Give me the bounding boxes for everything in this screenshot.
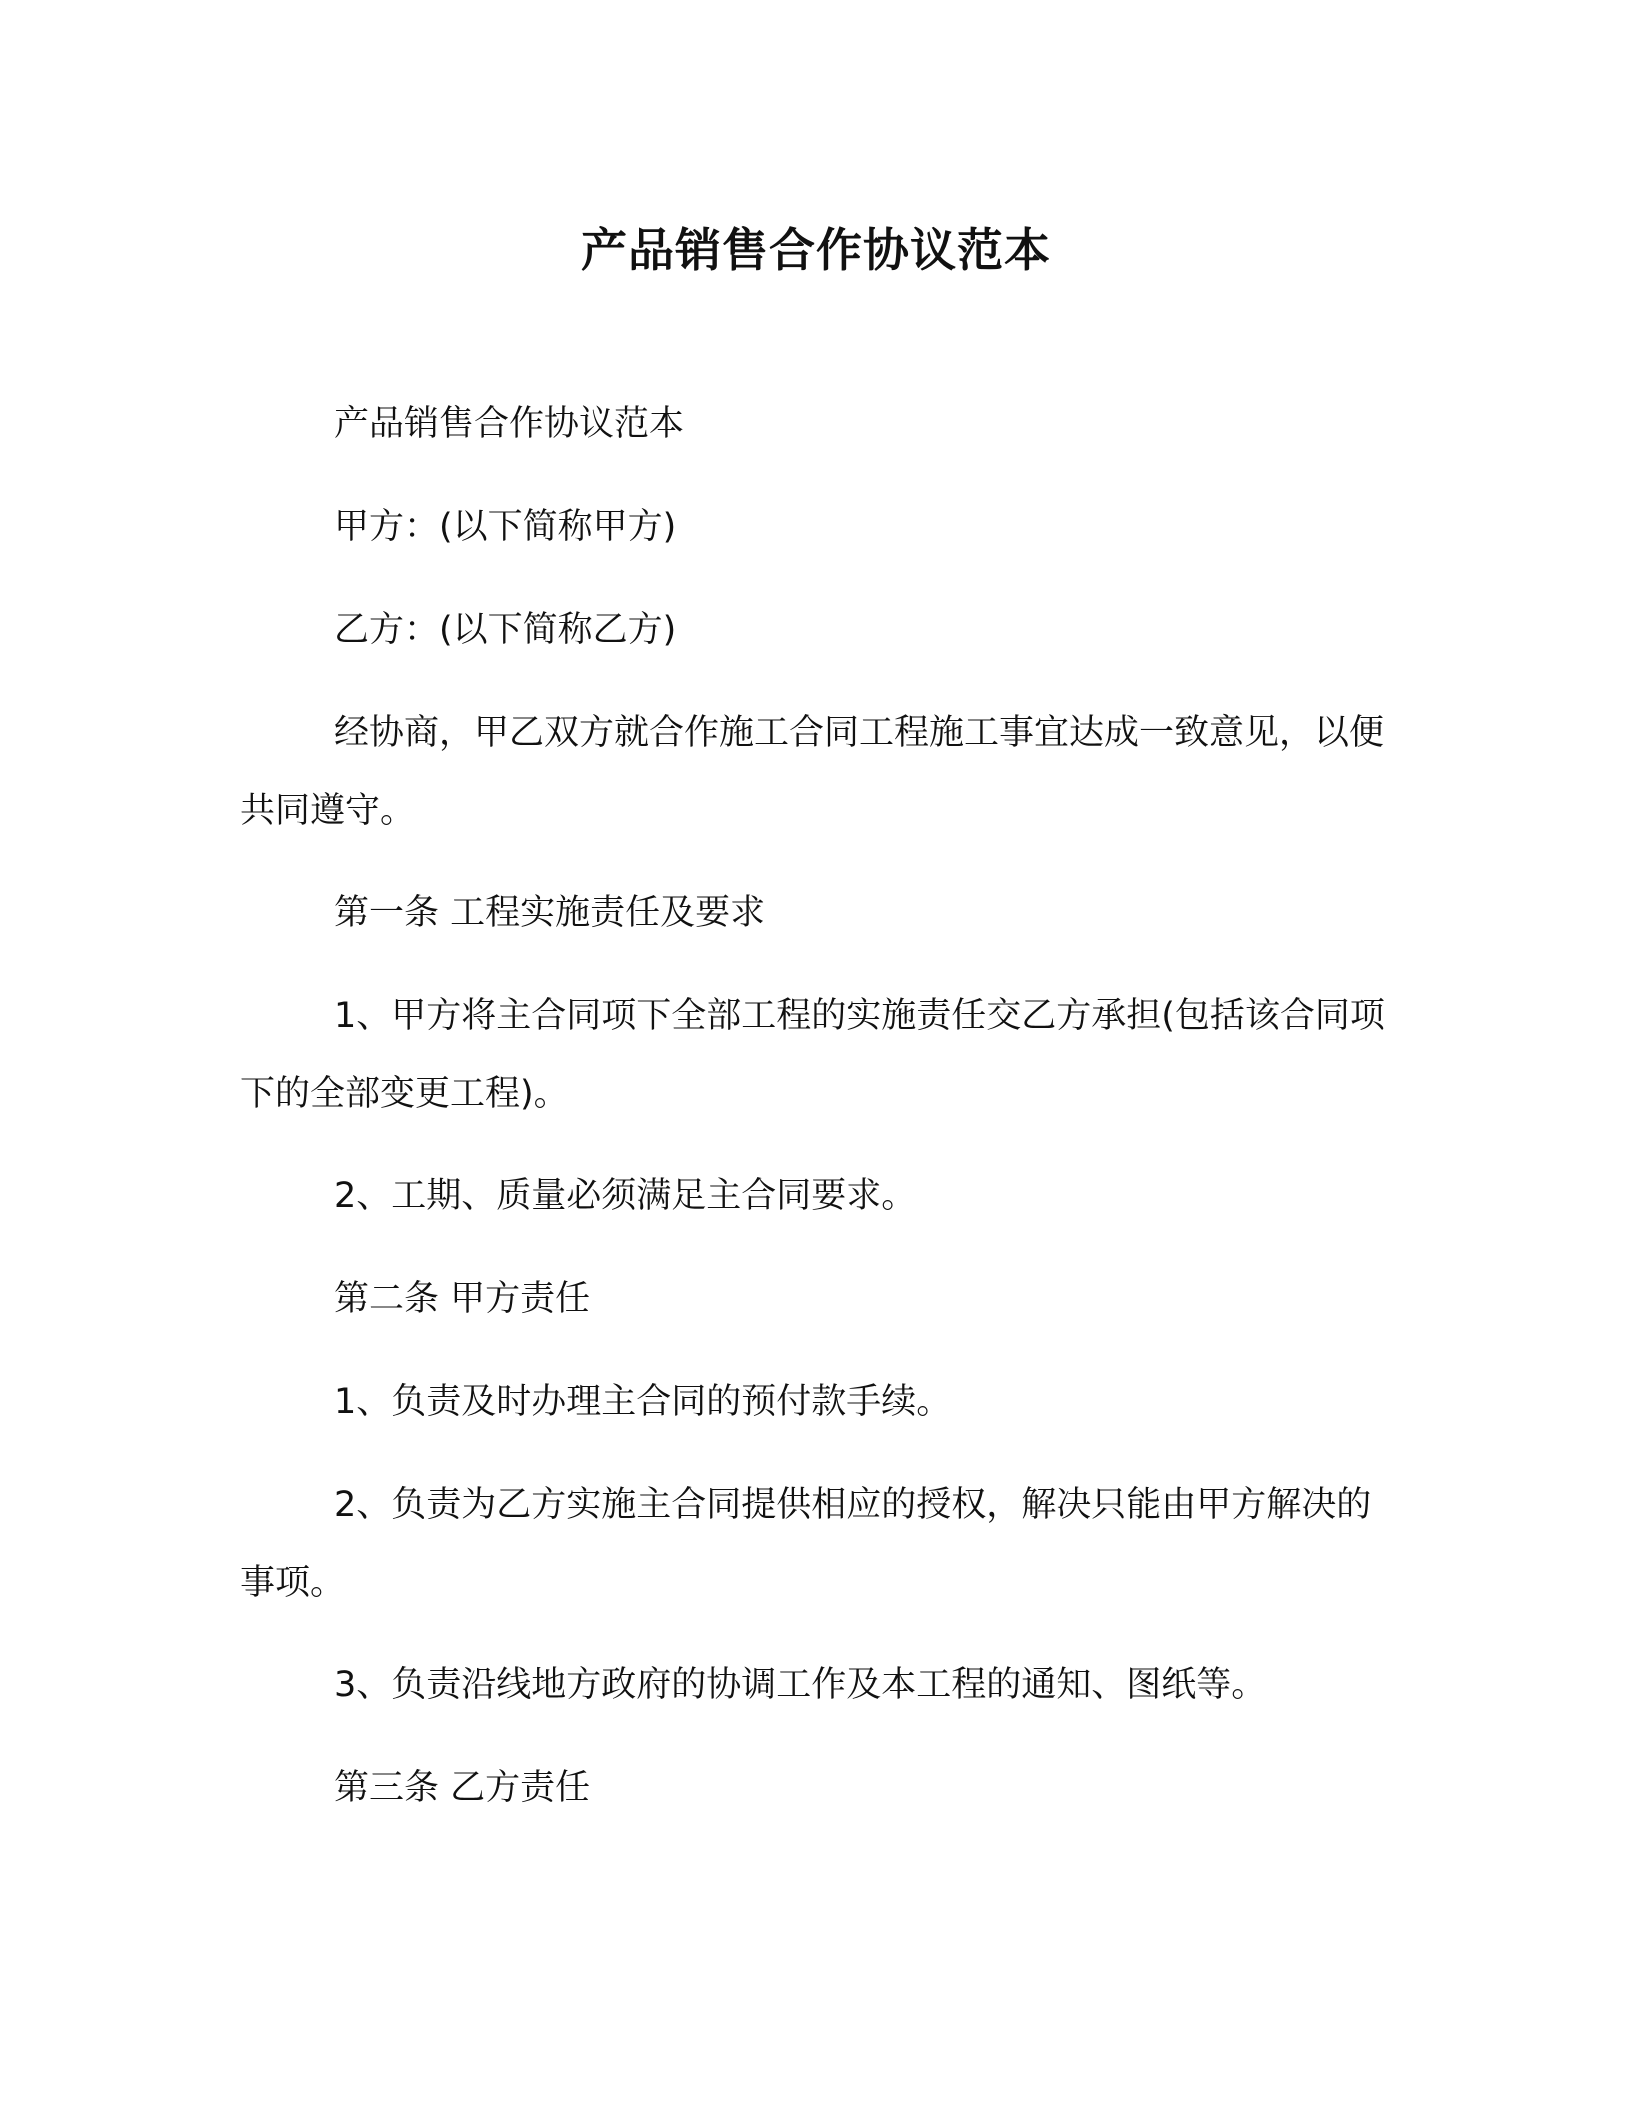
- article-two-item-3: 3、负责沿线地方政府的协调工作及本工程的通知、图纸等。: [334, 1665, 1267, 1705]
- article-two-item-2: 2、负责为乙方实施主合同提供相应的授权，解决只能由甲方解决的事项。: [240, 1485, 1372, 1603]
- paragraph-party-b: 乙方：(以下简称乙方): [334, 610, 677, 650]
- paragraph-heading: 产品销售合作协议范本: [334, 404, 685, 444]
- article-two-heading: 第二条 甲方责任: [334, 1279, 591, 1319]
- article-one-heading: 第一条 工程实施责任及要求: [334, 893, 766, 933]
- paragraph-party-a: 甲方：(以下简称甲方): [334, 507, 677, 547]
- paragraph-intro: 经协商，甲乙双方就合作施工合同工程施工事宜达成一致意见，以便共同遵守。: [240, 713, 1385, 831]
- document-title: 产品销售合作协议范本: [581, 223, 1051, 277]
- article-three-heading: 第三条 乙方责任: [334, 1768, 591, 1808]
- article-one-item-2: 2、工期、质量必须满足主合同要求。: [334, 1176, 917, 1216]
- article-one-item-1: 1、甲方将主合同项下全部工程的实施责任交乙方承担(包括该合同项下的全部变更工程)。: [240, 996, 1385, 1114]
- article-two-item-1: 1、负责及时办理主合同的预付款手续。: [334, 1382, 952, 1422]
